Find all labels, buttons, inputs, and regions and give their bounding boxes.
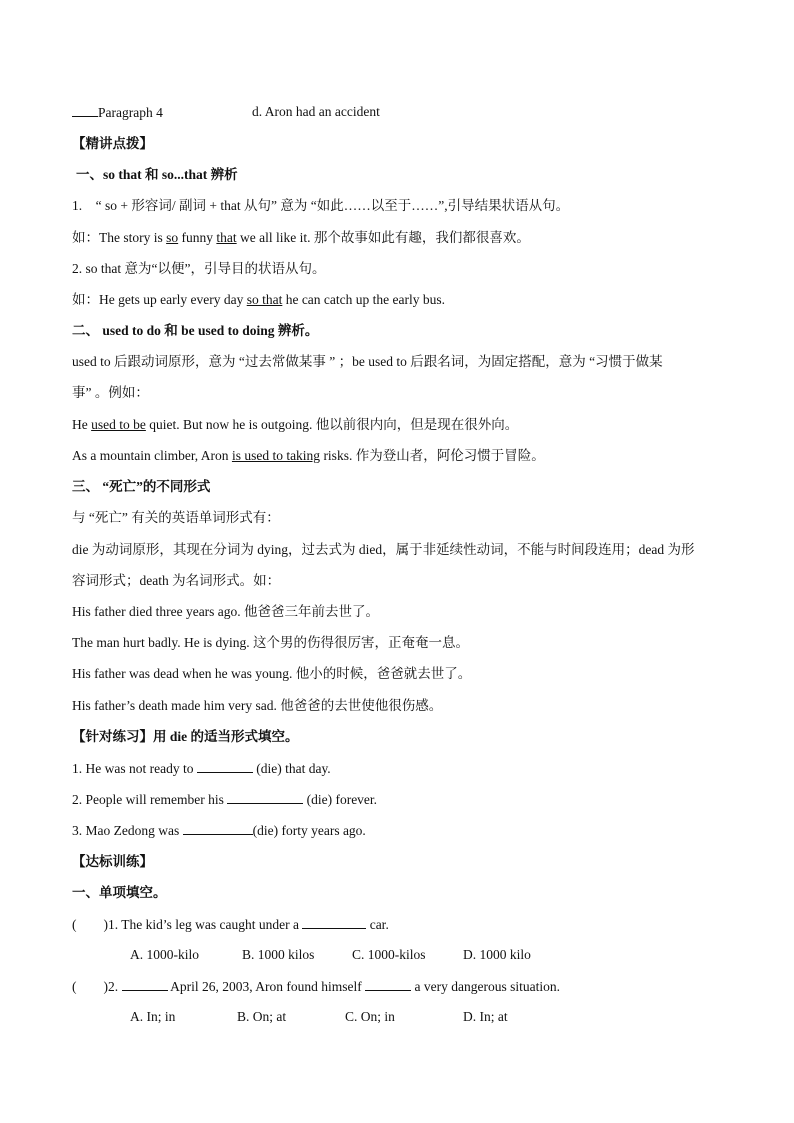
point3-desc-line2: 容词形式；death 为名词形式。如： [72,573,281,588]
underlined-phrase: used to be [91,417,146,432]
answer-blank[interactable] [183,821,253,835]
question-text: 1. The kid’s leg was caught under a [108,917,303,932]
example-text: risks. 作为登山者，阿伦习惯于冒险。 [320,448,545,463]
q2-option-b[interactable]: B. On; at [237,1009,287,1024]
answer-parentheses[interactable]: ( ) [72,917,108,932]
point3-example2: The man hurt badly. He is dying. 这个男的伤得很厉害，正奄奄一息。 [72,635,469,650]
point2-heading: 二、 used to do 和 be used to doing 辨析。 [72,323,319,338]
question-text: 3. Mao Zedong was [72,823,183,838]
answer-blank[interactable] [122,977,168,991]
example-text: we all like it. 那个故事如此有趣，我们都很喜欢。 [236,230,530,245]
example-text: he can catch up the early bus. [282,292,446,307]
example-text: quiet. But now he is outgoing. 他以前很内向，但是现在很外向。 [145,417,519,432]
match-right: d. Aron had an accident [252,104,380,119]
answer-blank[interactable] [302,915,366,929]
answer-blank[interactable] [227,790,303,804]
q1-option-d[interactable]: D. 1000 kilo [463,947,531,962]
example-text: 如：He gets up early every day [72,292,247,307]
answer-blank[interactable] [197,759,253,773]
point1-example-b [72,291,445,309]
match-blank[interactable] [72,103,98,117]
question-text: (die) forty years ago. [252,823,366,838]
point2-example1 [72,416,518,434]
underlined-so: so [166,230,179,245]
answer-blank[interactable] [365,977,411,991]
dabiao-heading: 【达标训练】 [72,854,153,869]
question-text: April 26, 2003, Aron found himself [167,979,366,994]
practice-q3 [72,821,366,840]
question-text: 1. He was not ready to [72,761,197,776]
question-text: a very dangerous situation. [411,979,560,994]
mc-question-1 [72,915,389,934]
example-text: He [72,417,92,432]
q1-option-c[interactable]: C. 1000-kilos [352,947,426,962]
point2-desc-line2: 事” 。例如： [72,385,149,400]
question-text: 2. [108,979,122,994]
q2-option-d[interactable]: D. In; at [463,1009,508,1024]
point3-example1: His father died three years ago. 他爸爸三年前去世了。 [72,604,380,619]
question-text: car. [366,917,389,932]
section-jingjiang-heading: 【精讲点拨】 [72,136,153,151]
point1-heading: 一、so that 和 so...that 辨析 [76,167,238,182]
q2-option-a[interactable]: A. In; in [130,1009,176,1024]
example-text: 如：The story is [72,230,167,245]
practice-q1 [72,759,331,778]
underlined-phrase: is used to taking [231,448,321,463]
point1-rule-b: 2. so that 意为“以便”，引导目的状语从句。 [72,261,326,276]
question-text: 2. People will remember his [72,792,228,807]
practice-heading: 【针对练习】用 die 的适当形式填空。 [72,729,299,744]
point3-intro: 与 “死亡” 有关的英语单词形式有： [72,510,280,525]
point2-example2 [72,447,545,465]
example-text: As a mountain climber, Aron [72,448,232,463]
point3-example4: His father’s death made him very sad. 他爸爸的去世使他很伤感。 [72,698,443,713]
point2-desc-line1: used to 后跟动词原形，意为 “过去常做某事 ” ；be used to 后跟名词，为固定搭配，意为 “习惯于做某 [72,354,663,369]
point3-heading: 三、 “死亡”的不同形式 [72,479,211,494]
dabiao-subheading: 一、单项填空。 [72,885,167,900]
question-text: (die) that day. [252,761,331,776]
example-text: funny [178,230,217,245]
q2-option-c[interactable]: C. On; in [345,1009,395,1024]
point3-desc-line1: die 为动词原形，其现在分词为 dying，过去式为 died，属于非延续性动词，不能与时间段连用；dead 为形 [72,542,695,557]
point3-example3: His father was dead when he was young. 他小的时候，爸爸就去世了。 [72,666,472,681]
mc-question-2 [72,977,560,996]
underlined-that: that [216,230,237,245]
q1-option-b[interactable]: B. 1000 kilos [242,947,315,962]
match-line [72,103,163,122]
question-text: (die) forever. [303,792,378,807]
answer-parentheses[interactable]: ( ) [72,979,108,994]
point1-example-a [72,229,530,247]
q1-option-a[interactable]: A. 1000-kilo [130,947,199,962]
match-left: Paragraph 4 [98,105,163,120]
point1-rule-a: 1. “ so + 形容词/ 副词 + that 从句” 意为 “如此……以至于……”,引导结果状语从句。 [72,198,570,213]
practice-q2 [72,790,377,809]
underlined-so-that: so that [246,292,283,307]
